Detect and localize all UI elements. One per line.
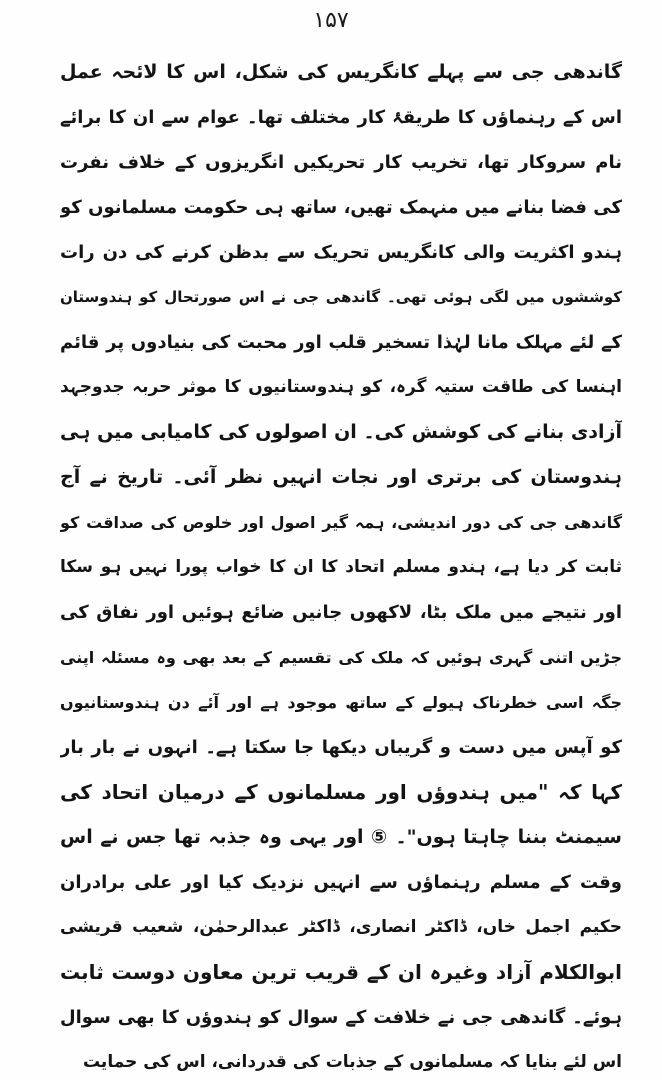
text-line: ہندوستان کی برتری اور نجات انہیں نظر آئی۔ تاریخ نے آج [60,466,622,488]
text-line: کی فضا بنانے میں منہمک تھیں، ساتھ ہی حکومت مسلمانوں کو [60,197,622,218]
text-line: کہا کہ "میں ہندوؤں اور مسلمانوں کے درمیان اتحاد کی [60,780,622,804]
text-line: گاندھی جی سے پہلے کانگریس کی شکل، اس کا لائحہ عمل [60,61,622,83]
text-line: گاندھی جی کی دور اندیشی، ہمہ گیر اصول اور خلوص کی صداقت کو [60,513,622,532]
text-line: نام سروکار تھا، تخریب کار تحریکیں انگریزوں کے خلاف نفرت [60,152,622,173]
text-line: کے لئے مہلک مانا لہٰذا تسخیر قلب اور محبت کی بنیادوں پر قائم [60,332,622,353]
text-line: ہوئے۔ گاندھی جی نے خلافت کے سوال کو ہندوؤں کا بھی سوال [60,1007,622,1028]
text-line: جڑیں اتنی گہری ہوئیں کہ ملک کی تقسیم کے بعد بھی وہ مسئلہ اپنی [60,648,622,667]
text-line: کوششوں میں لگی ہوئی تھی۔ گاندھی جی نے اس صورتحال کو ہندوستان [60,288,622,306]
text-line: اس کے رہنماؤں کا طریقۂ کار مختلف تھا۔ عوام سے ان کا برائے [60,107,622,128]
body-text [60,50,622,1080]
text-line: اس لئے بنایا کہ مسلمانوں کے جذبات کی قدردانی، اس کی حمایت [82,1052,622,1072]
text-line: وقت کے مسلم رہنماؤں سے انہیں نزدیک کیا اور علی برادران [60,872,622,893]
text-line: ابوالکلام آزاد وغیرہ ان کے قریب ترین معاون دوست ثابت [60,960,622,984]
text-line: جگہ اسی خطرناک ہیولے کے ساتھ موجود ہے اور آئے دن ہندوستانیوں [60,693,622,712]
page-number: ۱۵۷ [313,8,349,33]
text-line: اہنسا کی طاقت ستیہ گرہ، کو ہندوستانیوں کا موثر حربہ جدوجہد [60,377,622,397]
text-line: ہندو اکثریت والی کانگریس تحریک سے بدظن کرنے کی دن رات [60,242,622,263]
text-line: کو آپس میں دست و گریباں دیکھا جا سکتا ہے۔ انہوں نے بار بار [60,737,622,758]
text-line: آزادی بنانے کی کوشش کی۔ ان اصولوں کی کامیابی میں ہی [60,421,622,443]
text-line: اور نتیجے میں ملک بٹا، لاکھوں جانیں ضائع ہوئیں اور نفاق کی [60,602,622,623]
text-line: حکیم اجمل خاں، ڈاکٹر انصاری، ڈاکٹر عبدالرحمٰن، شعیب قریشی [60,917,622,937]
text-line: سیمنٹ بننا چاہتا ہوں"۔ ⑤ اور یہی وہ جذبہ تھا جس نے اس [60,826,622,848]
text-line: ثابت کر دیا ہے، ہندو مسلم اتحاد کا ان کا خواب پورا نہیں ہو سکا [60,557,622,577]
